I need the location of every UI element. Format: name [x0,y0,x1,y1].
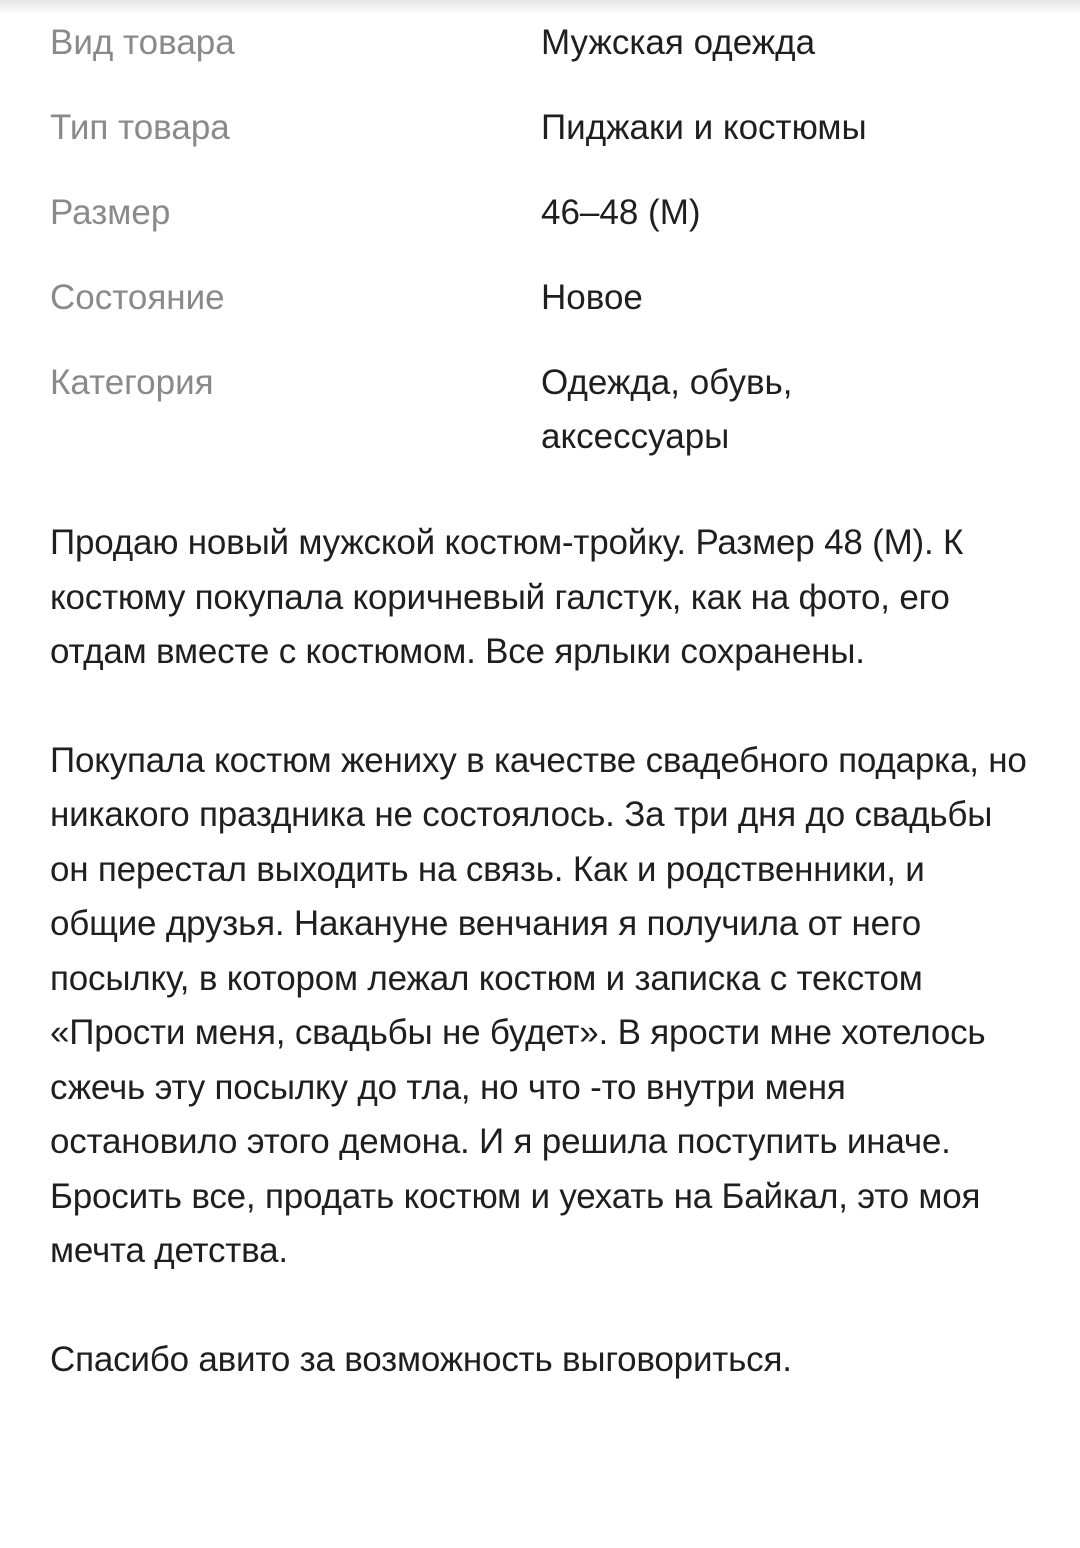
param-row-category [50,356,1040,464]
param-value: 46–48 (M) [541,193,701,232]
param-label: Размер [50,193,171,232]
param-row-condition [50,271,1040,325]
listing-details [50,0,1040,1387]
description-paragraph: Спасибо авито за возможность выговориться. [50,1339,792,1379]
param-row-size [50,186,1040,240]
param-value-line: аксессуары [541,417,730,456]
listing-description [50,516,1040,1387]
param-label: Тип товара [50,108,230,147]
param-label: Состояние [50,278,225,317]
param-row-type [50,101,1040,155]
param-value: Новое [541,278,643,317]
params-list [50,16,1040,464]
param-value-multiline [541,356,1040,464]
param-row-kind [50,16,1040,70]
param-label: Категория [50,363,214,402]
param-value: Пиджаки и костюмы [541,108,867,147]
description-paragraph: Покупала костюм жениху в качестве свадебного подарка, но никакого праздника не состоялось. За три дня до свадьбы он перестал выходить на связь. Как и родственники, и общие друзья. Накануне венчания я получила от него посылку, в котором лежал костюм и записка с текстом «Прости меня, свадьбы не будет». В ярости мне хотелось сжечь эту посылку до тла, но что -то внутри меня остановило этого демона. И я решила поступить иначе. Бросить все, продать костюм и уехать на Байкал, это моя мечта детства. [50,740,1027,1270]
param-label: Вид товара [50,23,235,62]
param-value: Мужская одежда [541,23,816,62]
param-value-line: Одежда, обувь, [541,363,793,402]
description-paragraph: Продаю новый мужской костюм-тройку. Размер 48 (M). К костюму покупала коричневый галстук, как на фото, его отдам вместе с костюмом. Все ярлыки сохранены. [50,523,964,671]
